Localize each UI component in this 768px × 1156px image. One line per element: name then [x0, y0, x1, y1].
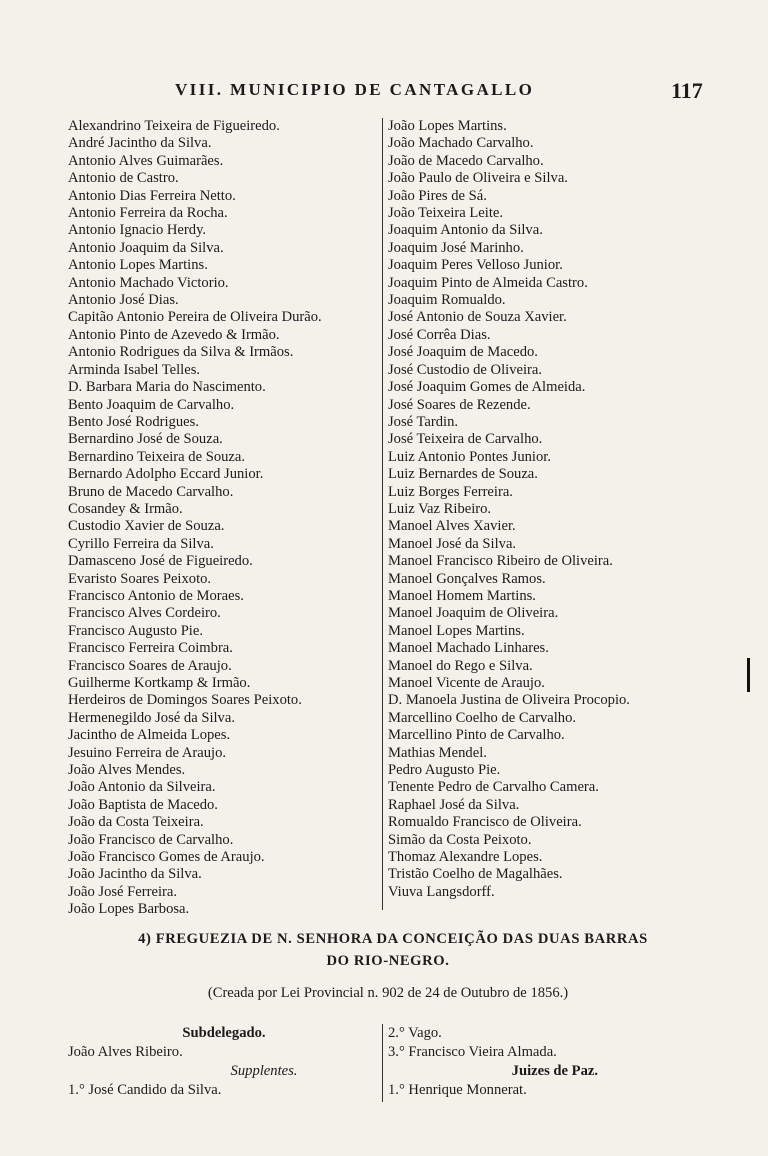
name-entry: José Teixeira de Carvalho. — [388, 431, 543, 448]
supplente-2: 2.° Vago. — [388, 1025, 442, 1041]
name-entry: Jesuino Ferreira de Araujo. — [68, 744, 227, 761]
name-entry: Romualdo Francisco de Oliveira. — [388, 814, 582, 831]
name-entry: José Custodio de Oliveira. — [388, 361, 543, 378]
name-entry: Damasceno José de Figueiredo. — [68, 553, 253, 570]
name-entry: Marcellino Pinto de Carvalho. — [388, 727, 565, 744]
officials-left — [68, 1024, 380, 1100]
subdelegado-heading: Subdelegado. — [182, 1025, 266, 1041]
name-entry: Evaristo Soares Peixoto. — [68, 570, 212, 587]
subdelegado-name: João Alves Ribeiro. — [68, 1044, 183, 1060]
name-entry: Jacintho de Almeida Lopes. — [68, 727, 231, 744]
name-entry: João Jacintho da Silva. — [68, 866, 202, 883]
name-entry: José Tardin. — [388, 413, 459, 430]
margin-mark — [747, 658, 750, 692]
name-entry: Luiz Bernardes de Souza. — [388, 466, 538, 483]
juizes-heading: Juizes de Paz. — [511, 1063, 598, 1079]
name-entry: Cosandey & Irmão. — [68, 500, 183, 517]
name-entry: Manoel Homem Martins. — [388, 587, 536, 604]
juiz-1: 1.° Henrique Monnerat. — [388, 1082, 527, 1098]
supplentes-heading: Supplentes. — [230, 1063, 298, 1079]
name-entry: Francisco Augusto Pie. — [68, 622, 203, 639]
name-entry: Luiz Vaz Ribeiro. — [388, 500, 492, 517]
name-entry: Bento José Rodrigues. — [68, 413, 199, 430]
name-entry: Joaquim Antonio da Silva. — [388, 222, 543, 239]
name-entry: André Jacintho da Silva. — [68, 135, 212, 152]
name-entry: Tristão Coelho de Magalhães. — [388, 866, 563, 883]
name-entry: Joaquim Romualdo. — [388, 292, 506, 309]
name-entry: Antonio Alves Guimarães. — [68, 152, 224, 169]
name-entry: João Francisco de Carvalho. — [68, 831, 234, 848]
name-entry: Joaquim José Marinho. — [388, 239, 524, 256]
name-entry: D. Manoela Justina de Oliveira Procopio. — [388, 692, 630, 709]
name-entry: D. Barbara Maria do Nascimento. — [68, 379, 266, 396]
section-title-line1: 4) FREGUEZIA DE N. SENHORA DA CONCEIÇÃO DAS DUAS BARRAS — [138, 931, 648, 947]
name-entry: Luiz Antonio Pontes Junior. — [388, 448, 551, 465]
name-entry: João Lopes Martins. — [388, 118, 507, 134]
name-entry: Manoel Machado Linhares. — [388, 640, 549, 657]
name-entry: Bernardino José de Souza. — [68, 431, 223, 448]
column-divider — [382, 118, 383, 910]
name-entry: Pedro Augusto Pie. — [388, 762, 501, 779]
name-entry: Cyrillo Ferreira da Silva. — [68, 535, 214, 552]
name-entry: Raphael José da Silva. — [388, 796, 520, 813]
name-entry: Bruno de Macedo Carvalho. — [68, 483, 234, 500]
name-entry: Manoel Vicente de Araujo. — [388, 675, 545, 691]
name-entry: Herdeiros de Domingos Soares Peixoto. — [68, 692, 302, 709]
name-entry: João Antonio da Silveira. — [68, 779, 216, 796]
name-entry: Antonio Lopes Martins. — [68, 257, 208, 274]
name-entry: José Joaquim Gomes de Almeida. — [388, 379, 586, 396]
name-entry: José Soares de Rezende. — [388, 396, 531, 413]
name-entry: José Antonio de Souza Xavier. — [388, 309, 567, 326]
name-entry: Antonio Ferreira da Rocha. — [68, 205, 228, 222]
name-entry: Custodio Xavier de Souza. — [68, 518, 225, 535]
name-entry: Manoel Lopes Martins. — [388, 622, 525, 639]
name-entry: Antonio Ignacio Herdy. — [68, 222, 207, 239]
name-entry: Joaquim Pinto de Almeida Castro. — [388, 274, 588, 291]
name-entry: Francisco Soares de Araujo. — [68, 657, 232, 674]
name-entry: Antonio Dias Ferreira Netto. — [68, 187, 236, 204]
officials-right — [388, 1024, 718, 1100]
supplente-3: 3.° Francisco Vieira Almada. — [388, 1044, 557, 1060]
name-entry: João Teixeira Leite. — [388, 205, 504, 222]
name-entry: Antonio José Dias. — [68, 292, 179, 309]
name-entry: João de Macedo Carvalho. — [388, 152, 544, 169]
name-entry: João Pires de Sá. — [388, 187, 487, 204]
name-entry: Thomaz Alexandre Lopes. — [388, 849, 543, 866]
name-entry: Manoel Gonçalves Ramos. — [388, 570, 546, 587]
name-entry: Arminda Isabel Telles. — [68, 361, 201, 378]
bottom-column-divider — [382, 1024, 383, 1102]
name-entry: Manoel José da Silva. — [388, 535, 517, 552]
name-entry: Bento Joaquim de Carvalho. — [68, 396, 235, 413]
name-entry: João Paulo de Oliveira e Silva. — [388, 170, 568, 187]
name-entry: Manoel Alves Xavier. — [388, 518, 516, 535]
supplente-1: 1.° José Candido da Silva. — [68, 1082, 222, 1098]
name-entry: João Baptista de Macedo. — [68, 796, 218, 813]
name-entry: João da Costa Teixeira. — [68, 814, 204, 831]
name-entry: Joaquim Peres Velloso Junior. — [388, 257, 563, 274]
name-entry: Simão da Costa Peixoto. — [388, 831, 532, 848]
name-entry: Bernardo Adolpho Eccard Junior. — [68, 466, 264, 483]
name-entry: Antonio Machado Victorio. — [68, 274, 229, 291]
name-entry: Alexandrino Teixeira de Figueiredo. — [68, 118, 280, 134]
left-name-column — [68, 118, 380, 919]
name-entry: Guilherme Kortkamp & Irmão. — [68, 675, 251, 691]
name-entry: Francisco Ferreira Coimbra. — [68, 640, 233, 657]
name-entry: João José Ferreira. — [68, 883, 178, 900]
name-entry: Tenente Pedro de Carvalho Camera. — [388, 779, 599, 796]
name-entry: Francisco Antonio de Moraes. — [68, 587, 244, 604]
page-title: VIII. MUNICIPIO DE CANTAGALLO — [175, 80, 535, 99]
name-entry: Manoel Francisco Ribeiro de Oliveira. — [388, 553, 613, 570]
name-entry: Capitão Antonio Pereira de Oliveira Durão. — [68, 309, 322, 326]
name-entry: Francisco Alves Cordeiro. — [68, 605, 221, 622]
name-entry: Luiz Borges Ferreira. — [388, 483, 513, 500]
name-entry: Hermenegildo José da Silva. — [68, 709, 235, 726]
name-entry: Antonio de Castro. — [68, 170, 179, 187]
name-entry: José Corrêa Dias. — [388, 326, 491, 343]
name-entry: João Machado Carvalho. — [388, 135, 534, 152]
name-entry: Antonio Joaquim da Silva. — [68, 239, 224, 256]
name-entry: Manoel do Rego e Silva. — [388, 657, 533, 674]
page-header — [0, 80, 768, 104]
name-entry: João Alves Mendes. — [68, 762, 186, 779]
section-title-line2: DO RIO-NEGRO. — [326, 953, 450, 969]
name-entry: Antonio Rodrigues da Silva & Irmãos. — [68, 344, 294, 361]
name-entry: Bernardino Teixeira de Souza. — [68, 448, 246, 465]
name-entry: João Francisco Gomes de Araujo. — [68, 849, 265, 866]
name-entry: Viuva Langsdorff. — [388, 883, 495, 900]
name-entry: José Joaquim de Macedo. — [388, 344, 538, 361]
name-entry: Antonio Pinto de Azevedo & Irmão. — [68, 326, 280, 343]
name-entry: Mathias Mendel. — [388, 744, 487, 761]
right-name-column — [388, 118, 718, 901]
name-entry: Marcellino Coelho de Carvalho. — [388, 709, 577, 726]
creation-note: (Creada por Lei Provincial n. 902 de 24 de Outubro de 1856.) — [207, 985, 569, 1001]
name-entry: João Lopes Barbosa. — [68, 901, 190, 918]
page-number: 117 — [671, 78, 703, 103]
name-entry: Manoel Joaquim de Oliveira. — [388, 605, 559, 622]
section-title — [68, 928, 708, 972]
